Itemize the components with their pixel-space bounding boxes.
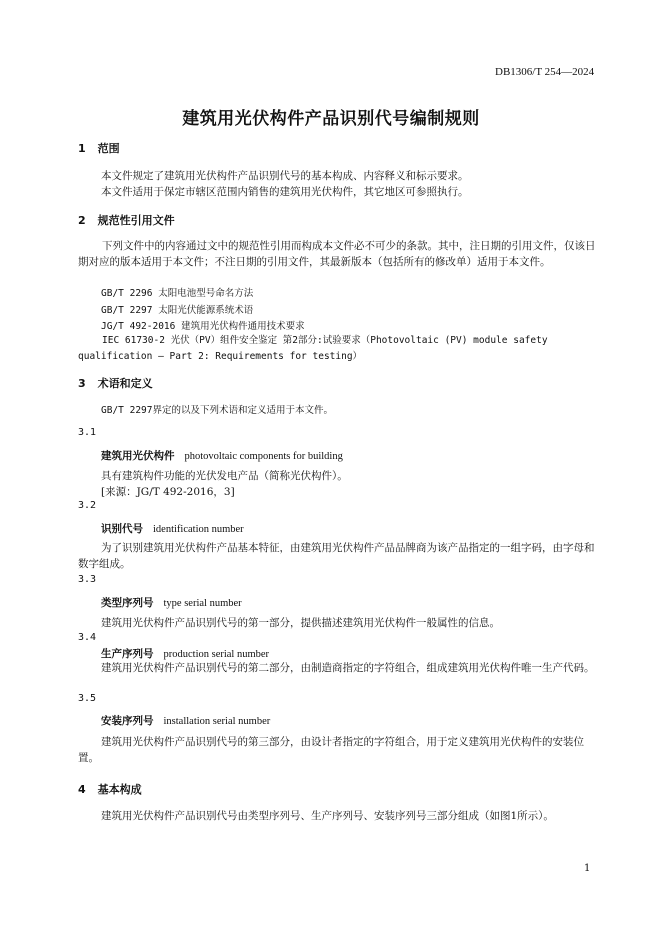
term-number: 3.5: [78, 693, 97, 704]
section-3-heading: [78, 375, 153, 391]
term-title: [101, 646, 269, 661]
term-cn: 生产序列号: [101, 648, 154, 660]
term-title: [101, 521, 244, 536]
section-number: 2: [78, 214, 86, 227]
section-title: 范围: [97, 142, 120, 155]
section-number: 1: [78, 142, 86, 155]
section-4-heading: [78, 781, 142, 797]
section-number: 4: [78, 783, 86, 796]
document-code: DB1306/T 254—2024: [495, 66, 595, 78]
section-title: 规范性引用文件: [97, 214, 175, 227]
paragraph: GB/T 2297界定的以及下列术语和定义适用于本文件。: [101, 405, 333, 416]
term-en: type serial number: [163, 598, 242, 609]
term-definition: 建筑用光伏构件产品识别代号的第三部分，由设计者指定的字符组合，用于定义建筑用光伏构件的安装位置。: [78, 736, 584, 764]
term-title: [101, 595, 242, 610]
term-definition: 建筑用光伏构件产品识别代号的第一部分，提供描述建筑用光伏构件一般属性的信息。: [101, 617, 500, 629]
section-1-heading: [78, 140, 120, 156]
term-number: 3.4: [78, 632, 97, 643]
reference-item: GB/T 2297 太阳光伏能源系统术语: [101, 305, 254, 316]
paragraph: 本文件适用于保定市辖区范围内销售的建筑用光伏构件，其它地区可参照执行。: [101, 186, 469, 198]
term-en: photovoltaic components for building: [184, 451, 343, 462]
reference-item: GB/T 2296 太阳电池型号命名方法: [101, 288, 254, 299]
term-cn: 识别代号: [101, 523, 143, 535]
term-source: [来源：JG/T 492-2016，3]: [101, 486, 235, 498]
term-definition: 为了识别建筑用光伏构件产品基本特征，由建筑用光伏构件产品品牌商为该产品指定的一组字码，由字母和数字组成。: [78, 542, 595, 570]
term-number: 3.3: [78, 574, 97, 585]
section-2-heading: [78, 212, 175, 228]
section-title: 术语和定义: [97, 377, 153, 390]
term-number: 3.2: [78, 500, 97, 511]
term-title: [101, 713, 270, 728]
page-number: 1: [584, 863, 591, 874]
term-en: identification number: [153, 524, 244, 535]
term-cn: 建筑用光伏构件: [101, 450, 175, 462]
term-cn: 类型序列号: [101, 597, 154, 609]
section-number: 3: [78, 377, 86, 390]
section-title: 基本构成: [97, 783, 142, 796]
paragraph: 建筑用光伏构件产品识别代号由类型序列号、生产序列号、安装序列号三部分组成（如图1所示）。: [101, 810, 554, 822]
term-en: production serial number: [163, 649, 270, 660]
term-definition: 具有建筑构件功能的光伏发电产品（简称光伏构件）。: [101, 470, 348, 482]
term-cn: 安装序列号: [101, 715, 154, 727]
page-title: 建筑用光伏构件产品识别代号编制规则: [182, 109, 480, 129]
term-en: installation serial number: [163, 716, 271, 727]
term-number: 3.1: [78, 427, 97, 438]
paragraph: 本文件规定了建筑用光伏构件产品识别代号的基本构成、内容释义和标示要求。: [101, 170, 469, 182]
term-title: [101, 448, 343, 463]
term-definition: 建筑用光伏构件产品识别代号的第二部分，由制造商指定的字符组合，组成建筑用光伏构件唯一生产代码。: [101, 662, 595, 674]
reference-item: IEC 61730-2 光伏（PV）组件安全鉴定 第2部分:试验要求（Photovoltaic (PV) module safety qualification – Part 2: Requirements for testing）: [78, 335, 548, 362]
reference-item: JG/T 492-2016 建筑用光伏构件通用技术要求: [101, 321, 305, 332]
paragraph: 下列文件中的内容通过文中的规范性引用而构成本文件必不可少的条款。其中，注日期的引用文件，仅该日期对应的版本适用于本文件；不注日期的引用文件，其最新版本（包括所有的修改单）适用于本文件。: [78, 240, 596, 268]
